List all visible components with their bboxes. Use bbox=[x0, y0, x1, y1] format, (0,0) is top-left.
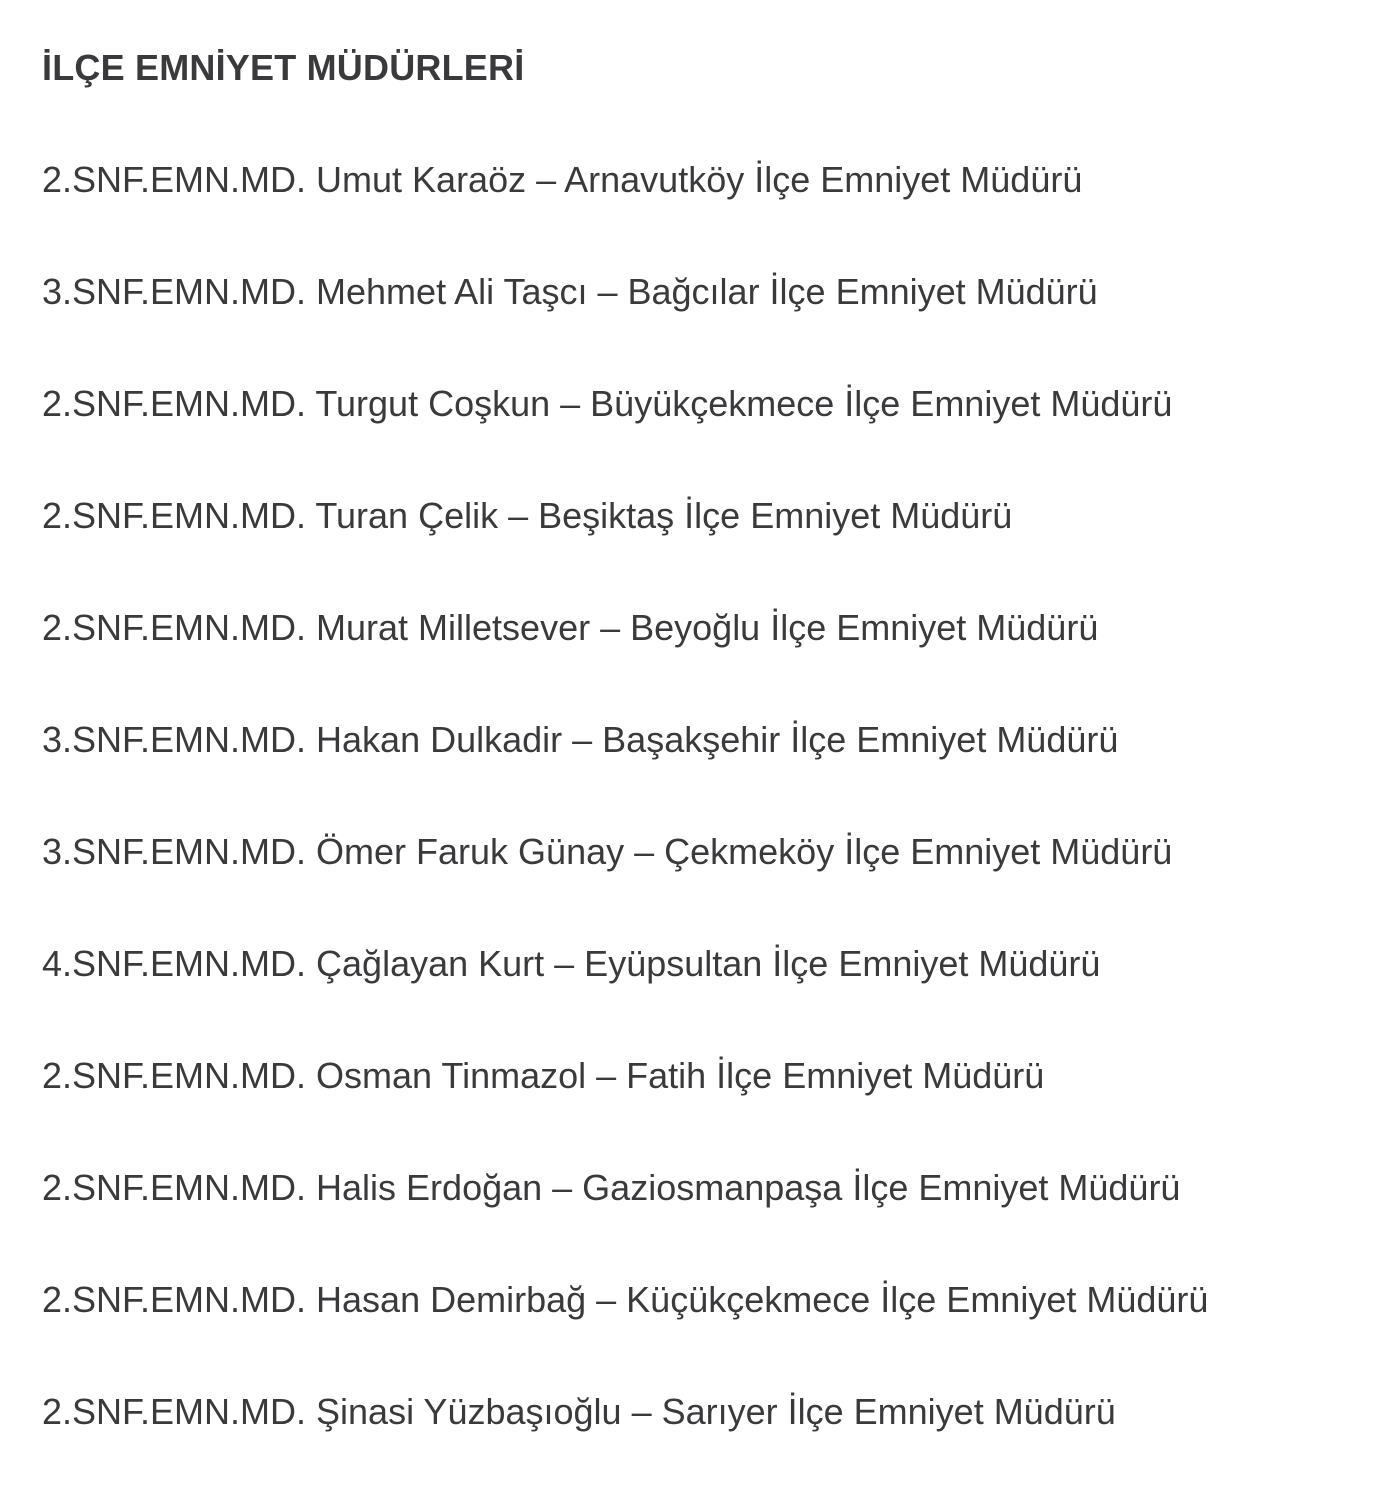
list-item: 2.SNF.EMN.MD. Turan Çelik – Beşiktaş İlçe Emniyet Müdürü bbox=[42, 495, 1013, 536]
list-item: 2.SNF.EMN.MD. Osman Tinmazol – Fatih İlçe Emniyet Müdürü bbox=[42, 1055, 1045, 1096]
page-title: İLÇE EMNİYET MÜDÜRLERİ bbox=[42, 47, 525, 88]
list-item: 2.SNF.EMN.MD. Murat Milletsever – Beyoğlu İlçe Emniyet Müdürü bbox=[42, 607, 1099, 648]
list-item: 2.SNF.EMN.MD. Turgut Coşkun – Büyükçekmece İlçe Emniyet Müdürü bbox=[42, 383, 1173, 424]
list-item: 2.SNF.EMN.MD. Şinasi Yüzbaşıoğlu – Sarıyer İlçe Emniyet Müdürü bbox=[42, 1391, 1116, 1432]
directors-list bbox=[42, 158, 1208, 1502]
list-item: 2.SNF.EMN.MD. Hasan Demirbağ – Küçükçekmece İlçe Emniyet Müdürü bbox=[42, 1279, 1209, 1320]
list-item: 2.SNF.EMN.MD. Halis Erdoğan – Gaziosmanpaşa İlçe Emniyet Müdürü bbox=[42, 1167, 1181, 1208]
list-item: 3.SNF.EMN.MD. Mehmet Ali Taşcı – Bağcılar İlçe Emniyet Müdürü bbox=[42, 271, 1098, 312]
list-item: 3.SNF.EMN.MD. Hakan Dulkadir – Başakşehir İlçe Emniyet Müdürü bbox=[42, 719, 1119, 760]
list-item: 2.SNF.EMN.MD. Umut Karaöz – Arnavutköy İlçe Emniyet Müdürü bbox=[42, 159, 1083, 200]
list-item: 3.SNF.EMN.MD. Ömer Faruk Günay – Çekmeköy İlçe Emniyet Müdürü bbox=[42, 831, 1173, 872]
list-item: 4.SNF.EMN.MD. Çağlayan Kurt – Eyüpsultan İlçe Emniyet Müdürü bbox=[42, 943, 1101, 984]
